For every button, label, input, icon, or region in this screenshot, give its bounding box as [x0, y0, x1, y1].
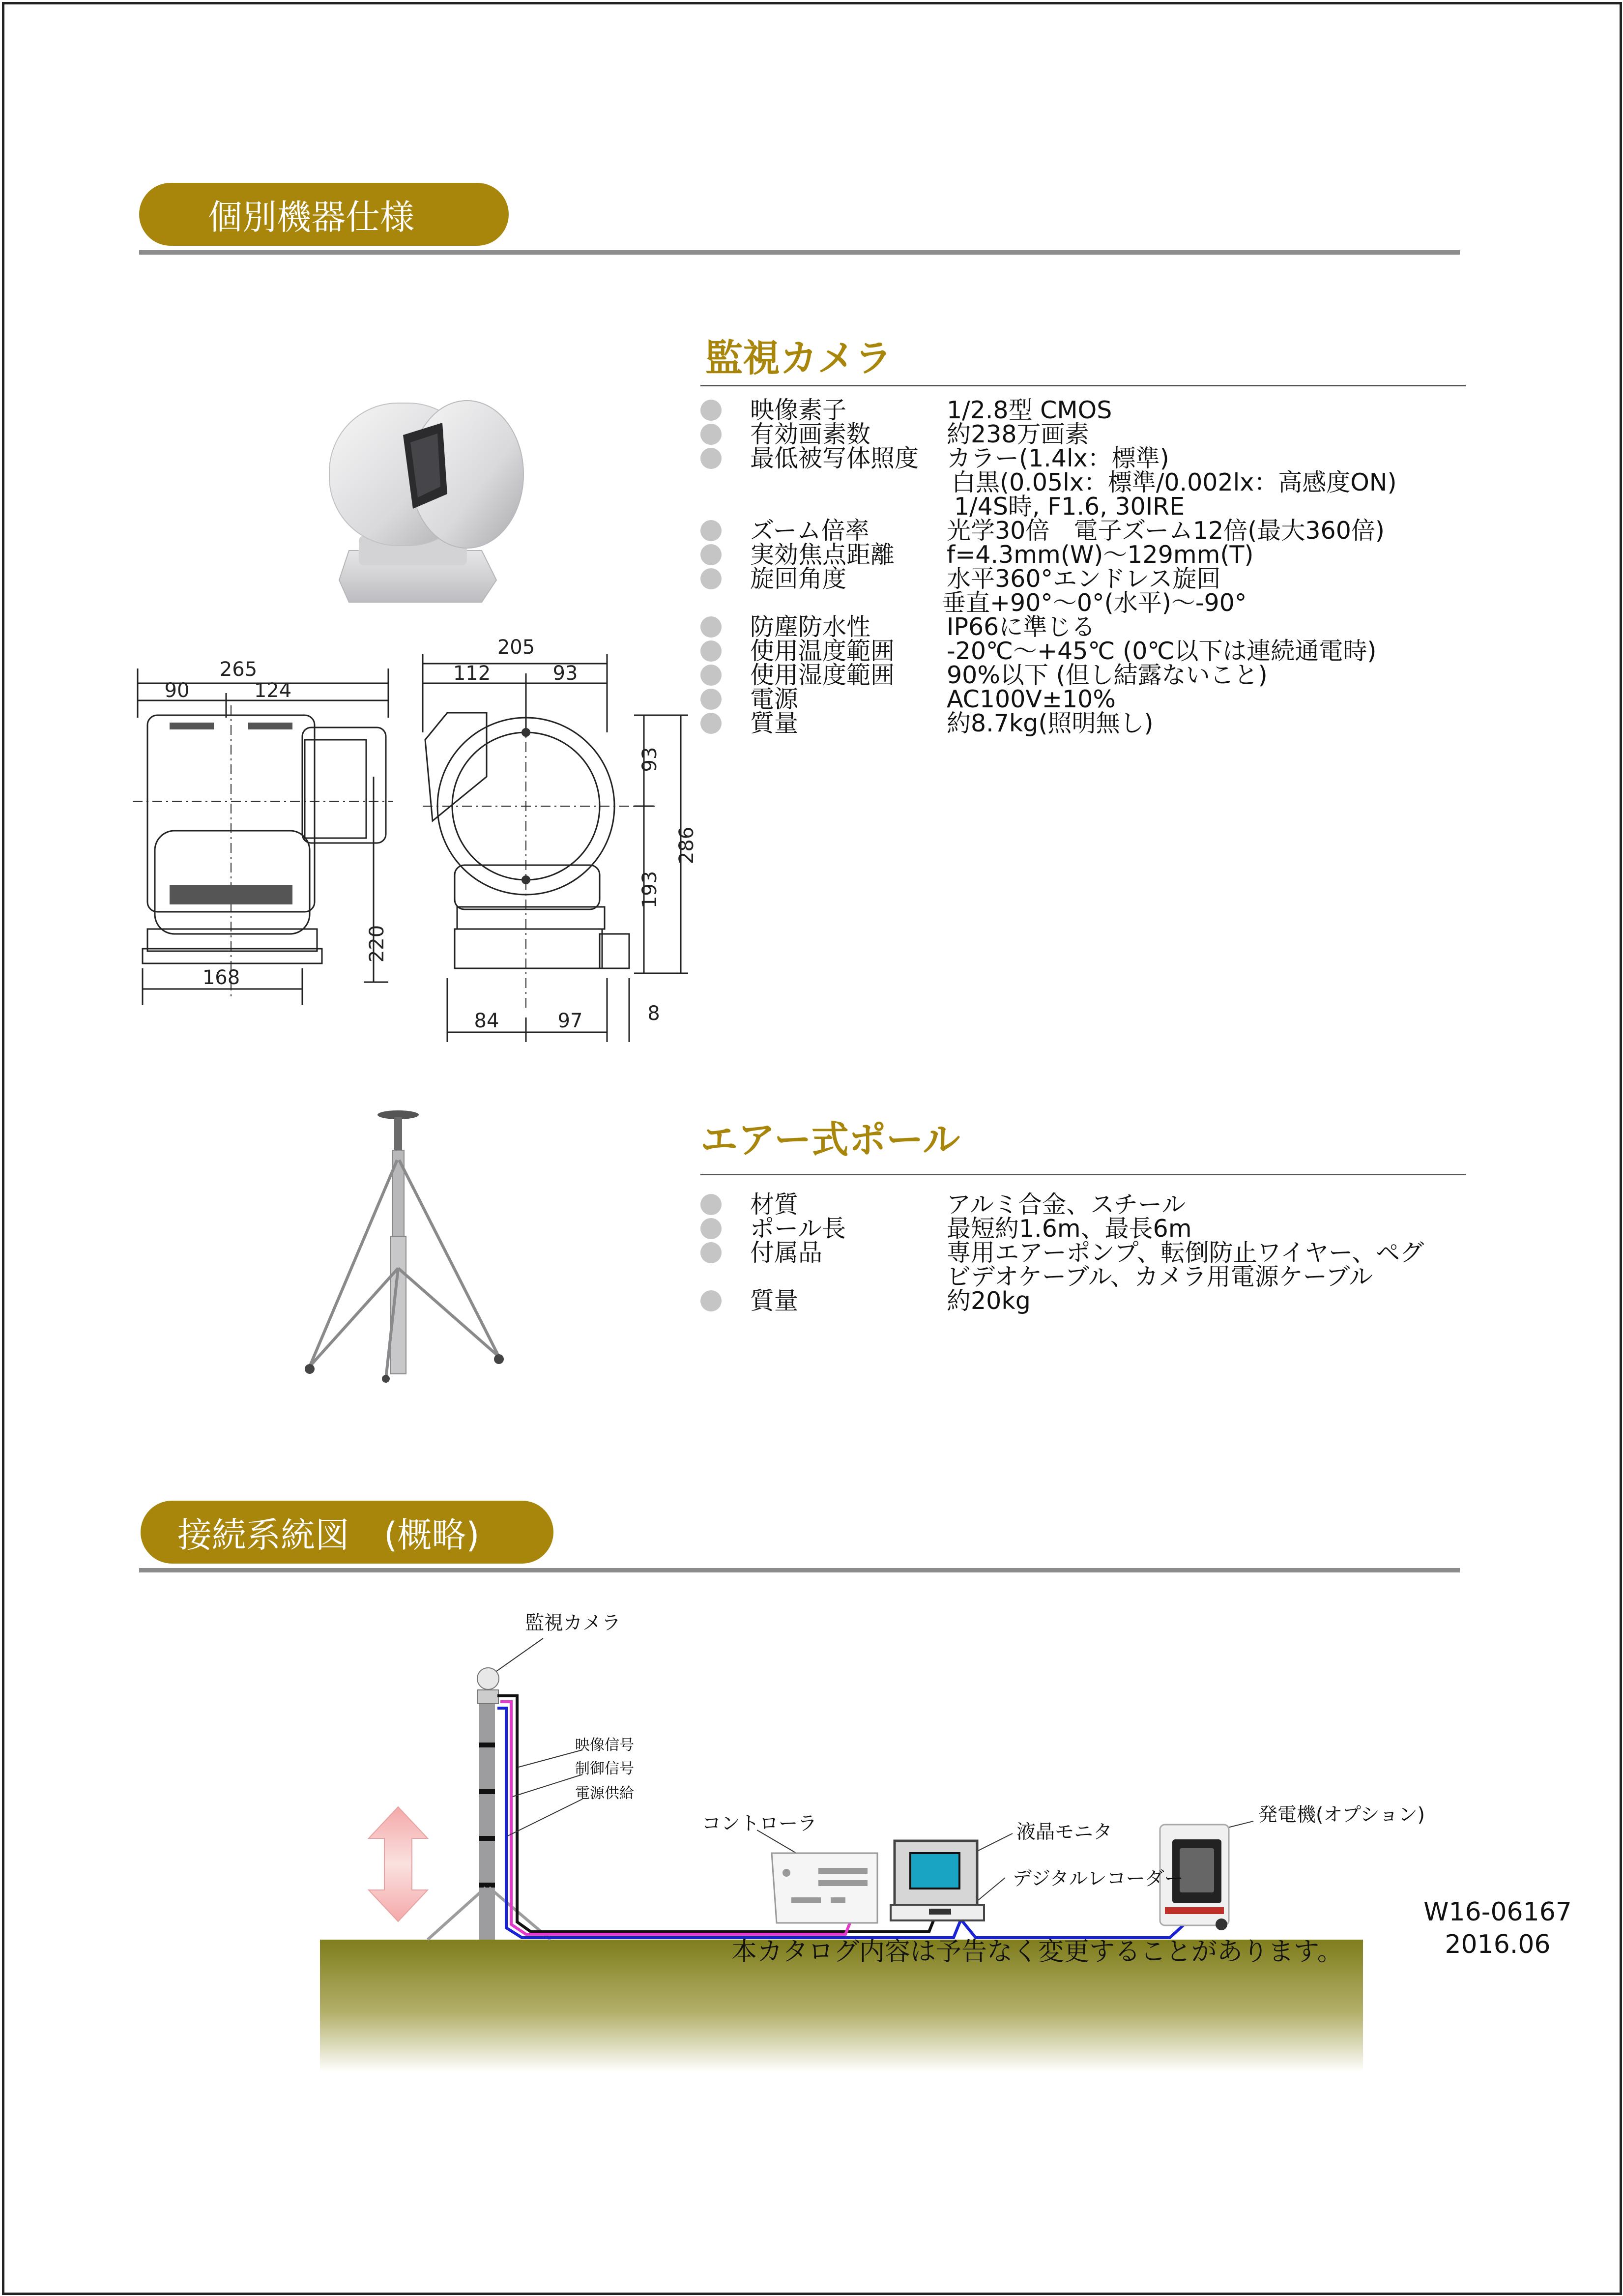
dim-side-height: 286: [675, 826, 698, 865]
spec-item: [700, 543, 1467, 567]
bullet-icon: [700, 640, 722, 662]
dim-side-offset: 8: [647, 1002, 660, 1025]
spec-label: 実効焦点距離: [750, 541, 895, 569]
dim-front-right: 124: [254, 679, 292, 702]
catalog-code: W16-06167: [1423, 1897, 1572, 1927]
spec-value: アルミ合金、スチール: [947, 1191, 1186, 1219]
spec-item: [700, 687, 1467, 711]
catalog-date: 2016.06: [1445, 1930, 1551, 1959]
bullet-icon: [700, 689, 722, 710]
bullet-icon: [700, 616, 722, 638]
spec-value: AC100V±10%: [947, 685, 1116, 713]
spec-item: [700, 711, 1467, 735]
bullet-icon: [700, 400, 722, 421]
connection-diagram: [0, 1573, 1623, 2089]
spec-value: 垂直+90°～0°(水平)～-90°: [942, 589, 1247, 617]
bullet-icon: [700, 665, 722, 686]
spec-value: 水平360°エンドレス旋回: [947, 565, 1221, 593]
camera-icon: [477, 1668, 499, 1704]
dim-side-upper: 93: [638, 747, 661, 772]
label-controller: コントローラ: [702, 1813, 817, 1835]
bullet-icon: [700, 568, 722, 589]
spec-item: [700, 1217, 1467, 1241]
spec-label: 旋回角度: [750, 565, 847, 593]
spec-label: 最低被写体照度: [750, 444, 919, 472]
pole-photo: [300, 1106, 516, 1386]
spec-label: 材質: [750, 1191, 799, 1219]
label-camera: 監視カメラ: [525, 1612, 621, 1634]
bullet-icon: [700, 448, 722, 469]
spec-item: [700, 615, 1467, 639]
section-divider: [139, 1568, 1460, 1572]
spec-item: [700, 398, 1467, 422]
bullet-icon: [700, 424, 722, 445]
pole-icon: [428, 1701, 551, 1940]
spec-item: [700, 639, 1467, 663]
camera-title: 監視カメラ: [705, 336, 892, 380]
digital-recorder-icon: [891, 1905, 984, 1920]
spec-value: 最短約1.6m、最長6m: [947, 1215, 1192, 1243]
spec-value: IP66に準じる: [947, 613, 1096, 641]
spec-value: 約238万画素: [947, 420, 1089, 448]
spec-item: [700, 446, 1467, 519]
spec-item: [700, 1289, 1467, 1313]
spec-value: 白黒(0.05lx：標準/0.002lx：高感度ON): [952, 468, 1397, 496]
spec-item: [700, 519, 1467, 543]
lcd-monitor-icon: [895, 1841, 977, 1907]
spec-value: ビデオケーブル、カメラ用電源ケーブル: [947, 1263, 1373, 1291]
section-header-diagram: [141, 1501, 553, 1564]
spec-label: 質量: [750, 709, 799, 737]
spec-value: 光学30倍 電子ズーム12倍(最大360倍): [947, 517, 1385, 545]
bullet-icon: [700, 544, 722, 565]
section-header-specs: [139, 183, 509, 246]
dim-side-base-left: 84: [474, 1010, 499, 1032]
pole-title: エアー式ポール: [700, 1118, 960, 1162]
spec-label: ポール長: [750, 1215, 846, 1243]
spec-item: [700, 663, 1467, 687]
pole-spec-list: [700, 1192, 1467, 1313]
controller-icon: [772, 1853, 877, 1923]
spec-label: 使用温度範囲: [750, 637, 895, 665]
camera-spec-list: [700, 398, 1467, 735]
pole-divider: [700, 1174, 1466, 1175]
label-digital-recorder: デジタルレコーダー: [1013, 1868, 1184, 1890]
dim-front-total: 265: [219, 658, 258, 681]
bullet-icon: [700, 713, 722, 734]
bullet-icon: [700, 1218, 722, 1239]
spec-value: 専用エアーポンプ、転倒防止ワイヤー、ペグ: [947, 1239, 1424, 1267]
spec-value: カラー(1.4lx：標準): [947, 444, 1169, 472]
bullet-icon: [700, 1194, 722, 1215]
spec-label: ズーム倍率: [750, 517, 869, 545]
spec-value: f=4.3mm(W)～129mm(T): [947, 541, 1254, 569]
section-divider: [139, 250, 1460, 255]
spec-label: 有効画素数: [750, 420, 871, 448]
camera-front-drawing: [133, 654, 398, 1008]
label-lcd-monitor: 液晶モニタ: [1016, 1821, 1113, 1843]
dim-front-height: 220: [366, 925, 388, 963]
label-control-signal: 制御信号: [575, 1760, 634, 1777]
dim-side-lower: 193: [638, 871, 661, 909]
spec-label: 質量: [750, 1287, 799, 1315]
catalog-code-block: [1417, 1896, 1579, 1961]
dim-front-left: 90: [164, 679, 190, 702]
footer-note: 本カタログ内容は予告なく変更することがあります。: [731, 1937, 1343, 1967]
bullet-icon: [700, 1290, 722, 1311]
spec-value: 約20kg: [947, 1287, 1031, 1315]
section-title: 個別機器仕様: [208, 197, 414, 237]
dim-front-base: 168: [202, 966, 240, 989]
spec-label: 付属品: [750, 1239, 823, 1267]
spec-item: [700, 567, 1467, 615]
label-power-supply: 電源供給: [575, 1785, 634, 1802]
label-video-signal: 映像信号: [575, 1737, 634, 1754]
spec-value: 1/4S時, F1.6, 30IRE: [954, 493, 1185, 521]
camera-photo: [319, 388, 555, 619]
spec-label: 防塵防水性: [750, 613, 871, 641]
bullet-icon: [700, 1242, 722, 1263]
camera-side-drawing: [413, 634, 698, 1052]
spec-label: 使用湿度範囲: [750, 661, 895, 689]
height-adjust-arrow-icon: [369, 1807, 428, 1921]
dim-side-left: 112: [453, 662, 491, 685]
label-generator: 発電機(オプション): [1258, 1804, 1425, 1826]
spec-label: 映像素子: [750, 396, 847, 424]
dim-side-right: 93: [552, 662, 578, 685]
camera-divider: [700, 385, 1466, 386]
spec-item: [700, 422, 1467, 446]
spec-value: -20℃～+45℃ (0℃以下は連続通電時): [947, 637, 1377, 665]
spec-value: 90%以下 (但し結露ないこと): [947, 661, 1268, 689]
spec-label: 電源: [750, 685, 799, 713]
spec-value: 約8.7kg(照明無し): [947, 709, 1154, 737]
dim-side-base-right: 97: [557, 1010, 583, 1032]
bullet-icon: [700, 520, 722, 541]
section-title: 接続系統図 (概略): [177, 1514, 480, 1555]
spec-item: [700, 1241, 1467, 1289]
spec-value: 1/2.8型 CMOS: [947, 396, 1112, 424]
dim-side-total: 205: [497, 636, 535, 659]
spec-item: [700, 1192, 1467, 1217]
